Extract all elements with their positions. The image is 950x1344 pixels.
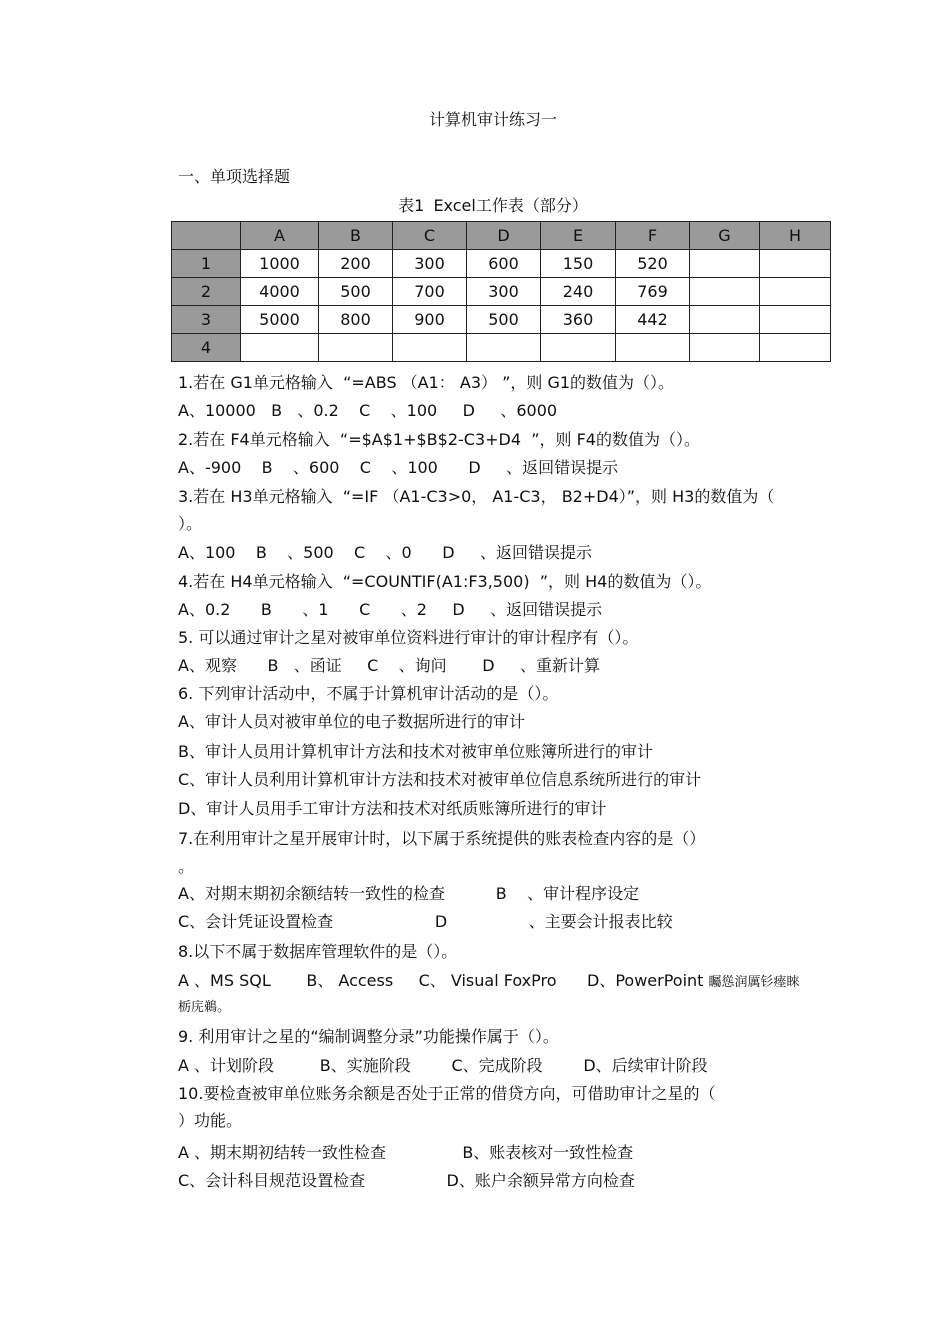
text-line	[178, 854, 194, 877]
line-text: 2.若在 F4单元格输入 “=$A$1+$B$2-C3+D4 ”，则 F4的数值为（）。	[178, 430, 700, 449]
text-line	[178, 681, 558, 704]
table-cell	[690, 334, 760, 362]
text-line	[178, 569, 711, 592]
excel-table	[171, 221, 831, 362]
table-cell: 500	[467, 306, 541, 334]
column-header: C	[393, 222, 467, 250]
table-header-row	[172, 222, 831, 250]
text-line	[178, 968, 800, 991]
text-line	[178, 455, 618, 478]
line-text: A 、期末期初结转一致性检查 B、账表核对一致性检查	[178, 1143, 634, 1162]
table-cell: 360	[541, 306, 616, 334]
table-cell	[541, 334, 616, 362]
column-header	[172, 222, 241, 250]
table-cell: 900	[393, 306, 467, 334]
text-line	[178, 826, 705, 849]
text-line	[178, 653, 600, 676]
column-header: A	[241, 222, 319, 250]
column-header: D	[467, 222, 541, 250]
line-text: D、审计人员用手工审计方法和技术对纸质账簿所进行的审计	[178, 799, 607, 818]
table-cell	[393, 334, 467, 362]
line-text: 1.若在 G1单元格输入 “=ABS （A1： A3） ”，则 G1的数值为（）。	[178, 373, 675, 392]
line-text: ）。	[178, 514, 203, 533]
column-header: G	[690, 222, 760, 250]
line-text: C、会计凭证设置检查 D 、主要会计报表比较	[178, 912, 673, 931]
table-cell: 500	[319, 278, 393, 306]
table-cell: 4000	[241, 278, 319, 306]
line-text: 10.要检查被审单位账务余额是否处于正常的借贷方向，可借助审计之星的（	[178, 1084, 716, 1103]
table-cell: 300	[393, 250, 467, 278]
line-text: A、100 B 、500 C 、0 D 、返回错误提示	[178, 543, 592, 562]
line-text: 6. 下列审计活动中，不属于计算机审计活动的是（）。	[178, 684, 559, 703]
line-text: 7.在利用审计之星开展审计时，以下属于系统提供的账表检查内容的是（）	[178, 829, 706, 848]
table-cell: 700	[393, 278, 467, 306]
text-line	[178, 1081, 715, 1104]
table-cell: 240	[541, 278, 616, 306]
text-line	[178, 540, 592, 563]
table-cell	[690, 278, 760, 306]
line-text: B、审计人员用计算机审计方法和技术对被审单位账簿所进行的审计	[178, 742, 653, 761]
row-header: 2	[172, 278, 241, 306]
text-line	[178, 796, 606, 819]
text-line	[178, 511, 202, 534]
line-text: A、0.2 B 、1 C 、2 D 、返回错误提示	[178, 600, 603, 619]
row-header: 3	[172, 306, 241, 334]
text-line	[178, 398, 557, 421]
line-text: ）功能。	[178, 1111, 243, 1130]
column-header: B	[319, 222, 393, 250]
table-cell: 150	[541, 250, 616, 278]
table-cell: 520	[616, 250, 690, 278]
line-text: A、对期末期初余额结转一致性的检查 B 、审计程序设定	[178, 884, 640, 903]
line-text: A 、MS SQL B、 Access C、 Visual FoxPro D、PowerPoint	[178, 971, 709, 990]
line-text: 5. 可以通过审计之星对被审单位资料进行审计的审计程序有（）。	[178, 628, 639, 647]
line-text: A、-900 B 、600 C 、100 D 、返回错误提示	[178, 458, 619, 477]
text-line	[178, 767, 701, 790]
text-line	[178, 1168, 635, 1191]
table-row	[172, 250, 831, 278]
column-header: H	[760, 222, 831, 250]
text-line	[178, 625, 638, 648]
text-line	[178, 1024, 559, 1047]
table-cell	[241, 334, 319, 362]
text-line	[178, 1140, 633, 1163]
text-line	[178, 909, 673, 932]
column-header: F	[616, 222, 690, 250]
text-line	[178, 739, 653, 762]
text-line	[178, 709, 525, 732]
text-line	[178, 484, 774, 507]
line-text: 9. 利用审计之星的“编制调整分录”功能操作属于（）。	[178, 1027, 559, 1046]
table-cell	[690, 306, 760, 334]
table-caption: 表1 Excel工作表（部分）	[398, 196, 588, 215]
table-cell	[760, 250, 831, 278]
table-cell: 800	[319, 306, 393, 334]
table-cell: 5000	[241, 306, 319, 334]
text-line	[178, 1053, 708, 1076]
table-cell: 769	[616, 278, 690, 306]
line-tail: 矚慫润厲钐瘗睞	[708, 975, 800, 990]
line-text: C、会计科目规范设置检查 D、账户余额异常方向检查	[178, 1171, 635, 1190]
line-text: A、观察 B 、函证 C 、询问 D 、重新计算	[178, 656, 600, 675]
table-row	[172, 306, 831, 334]
text-line	[178, 1108, 242, 1131]
text-line	[178, 597, 602, 620]
column-header: E	[541, 222, 616, 250]
text-line	[178, 996, 230, 1015]
line-text: 4.若在 H4单元格输入 “=COUNTIF(A1:F3,500) ”，则 H4的数值为（）。	[178, 572, 712, 591]
text-line	[178, 370, 674, 393]
table-cell: 442	[616, 306, 690, 334]
text-line	[178, 427, 700, 450]
line-text: A 、计划阶段 B、实施阶段 C、完成阶段 D、后续审计阶段	[178, 1056, 708, 1075]
table-cell	[760, 306, 831, 334]
document-title: 计算机审计练习一	[428, 110, 557, 129]
table-cell	[467, 334, 541, 362]
line-text: 。	[178, 857, 195, 876]
row-header: 4	[172, 334, 241, 362]
line-text: 栃庑鵜。	[178, 1000, 231, 1015]
section-heading: 一、单项选择题	[178, 167, 291, 186]
table-cell: 600	[467, 250, 541, 278]
table-cell	[319, 334, 393, 362]
table-cell	[616, 334, 690, 362]
table-row	[172, 334, 831, 362]
line-text: C、审计人员利用计算机审计方法和技术对被审单位信息系统所进行的审计	[178, 770, 702, 789]
line-text: 3.若在 H3单元格输入 “=IF （A1-C3>0， A1-C3， B2+D4）”，则 H3的数值为（	[178, 487, 775, 506]
table-cell	[690, 250, 760, 278]
table-cell	[760, 334, 831, 362]
table-cell: 300	[467, 278, 541, 306]
text-line	[178, 881, 639, 904]
table-cell: 1000	[241, 250, 319, 278]
row-header: 1	[172, 250, 241, 278]
text-line	[178, 939, 457, 962]
table-cell: 200	[319, 250, 393, 278]
table-cell	[760, 278, 831, 306]
line-text: A、审计人员对被审单位的电子数据所进行的审计	[178, 712, 525, 731]
line-text: 8.以下不属于数据库管理软件的是（）。	[178, 942, 458, 961]
table-row	[172, 278, 831, 306]
line-text: A、10000 B 、0.2 C 、100 D 、6000	[178, 401, 558, 420]
